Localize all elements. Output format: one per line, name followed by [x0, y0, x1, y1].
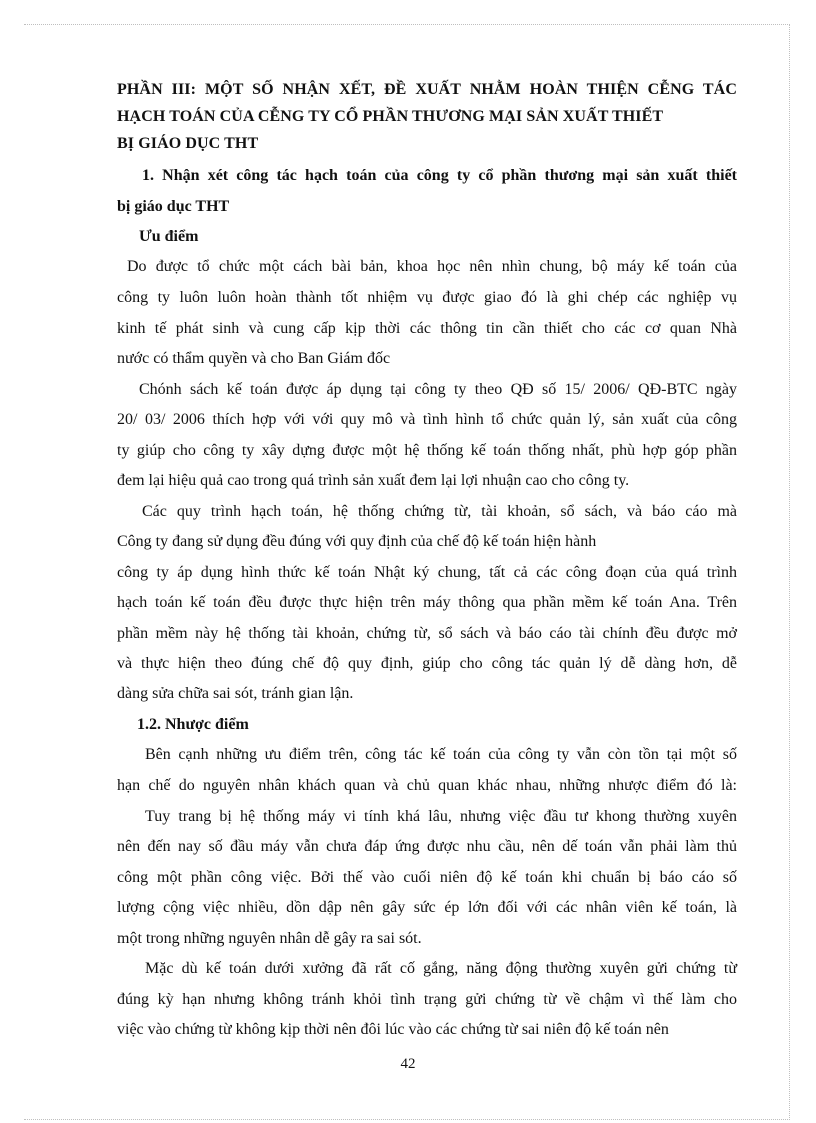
paragraph-5-line-3: công một phần công việc. Bởi thế vào cuối niên độ kế toán khi chuẩn bị báo cáo số [117, 869, 737, 886]
subheading-disadvantages: 1.2. Nhược điểm [137, 716, 249, 733]
section-title-line-2: HẠCH TOÁN CỦA CỄNG TY CỔ PHẦN THƯƠNG MẠI SẢN XUẤT THIẾT [117, 108, 664, 125]
paragraph-3-line-5: phần mềm này hệ thống tài khoản, chứng từ, sổ sách và báo cáo tài chính đều được mở [117, 625, 737, 642]
paragraph-3-line-2: Công ty đang sử dụng đều đúng với quy định của chế độ kế toán hiện hành [117, 533, 597, 550]
paragraph-4-line-2: hạn chế do nguyên nhân khách quan và chủ quan khác nhau, những nhược điểm đó là: [117, 777, 737, 794]
paragraph-3-line-6: và thực hiện theo đúng chế độ quy định, giúp cho công tác quản lý dễ dàng hơn, dễ [117, 655, 737, 672]
page-number: 42 [400, 1056, 416, 1072]
heading-1-line-1: 1. Nhận xét công tác hạch toán của công ty cổ phần thương mại sản xuất thiết [142, 167, 737, 184]
paragraph-5-line-1: Tuy trang bị hệ thống máy vi tính khá lâu, nhưng việc đầu tư khong thường xuyên [145, 808, 737, 825]
paragraph-5-line-4: lượng cộng việc nhiều, dồn dập nên gây sức ép lớn đối với các nhân viên kế toán, là [117, 899, 737, 916]
paragraph-6-line-1: Mặc dù kế toán dưới xưởng đã rất cố gắng, năng động thường xuyên gửi chứng từ [145, 960, 737, 977]
paragraph-6-line-3: việc vào chứng từ không kịp thời nên đôi lúc vào các chứng từ sai niên độ kế toán nên [117, 1021, 669, 1038]
paragraph-5-line-5: một trong những nguyên nhân dễ gây ra sai sót. [117, 930, 422, 947]
paragraph-2-line-1: Chónh sách kế toán được áp dụng tại công ty theo QĐ số 15/ 2006/ QĐ-BTC ngày [139, 381, 737, 398]
section-title-line-1: PHẦN III: MỘT SỐ NHẬN XẾT, ĐỀ XUẤT NHẰM HOÀN THIỆN CỄNG TÁC [117, 81, 737, 98]
paragraph-6-line-2: đúng kỳ hạn nhưng không tránh khỏi tình trạng gửi chứng từ về chậm vì thế làm cho [117, 991, 737, 1008]
paragraph-2-line-3: ty giúp cho công ty xây dựng được một hệ thống kế toán thống nhất, phù hợp góp phần [117, 442, 737, 459]
paragraph-3-line-1: Các quy trình hạch toán, hệ thống chứng từ, tài khoản, sổ sách, và báo cáo mà [142, 503, 737, 520]
paragraph-3-line-4: hạch toán kế toán đều được thực hiện trên máy thông qua phần mềm kế toán Ana. Trên [117, 594, 737, 611]
heading-1-line-2: bị giáo dục THT [117, 198, 230, 215]
paragraph-3-line-3: công ty áp dụng hình thức kế toán Nhật ký chung, tất cả các công đoạn của quá trình [117, 564, 737, 581]
subheading-advantages: Ưu điểm [139, 228, 199, 245]
paragraph-2-line-4: đem lại hiệu quả cao trong quá trình sản xuất đem lại lợi nhuận cao cho công ty. [117, 472, 630, 489]
paragraph-1-line-2: công ty luôn luôn hoàn thành tốt nhiệm vụ được giao đó là ghi chép các nghiệp vụ [117, 289, 737, 306]
section-title-line-3: BỊ GIÁO DỤC THT [117, 135, 259, 152]
paragraph-3-line-7: dàng sửa chữa sai sót, tránh gian lận. [117, 685, 354, 702]
paragraph-1-line-4: nước có thẩm quyền và cho Ban Giám đốc [117, 350, 391, 367]
paragraph-1-line-1: Do được tổ chức một cách bài bản, khoa học nên nhìn chung, bộ máy kế toán của [127, 258, 737, 275]
paragraph-5-line-2: nên đến nay số đầu máy vẫn chưa đáp ứng được nhu cầu, nên dế toán vẫn phải làm thủ [117, 838, 737, 855]
paragraph-4-line-1: Bên cạnh những ưu điểm trên, công tác kế toán của công ty vẫn còn tồn tại một số [145, 746, 737, 763]
paragraph-1-line-3: kinh tế phát sinh và cung cấp kịp thời các thông tin cần thiết cho các cơ quan Nhà [117, 320, 737, 337]
paragraph-2-line-2: 20/ 03/ 2006 thích hợp với với quy mô và tình hình tổ chức quản lý, sản xuất của công [117, 411, 737, 428]
